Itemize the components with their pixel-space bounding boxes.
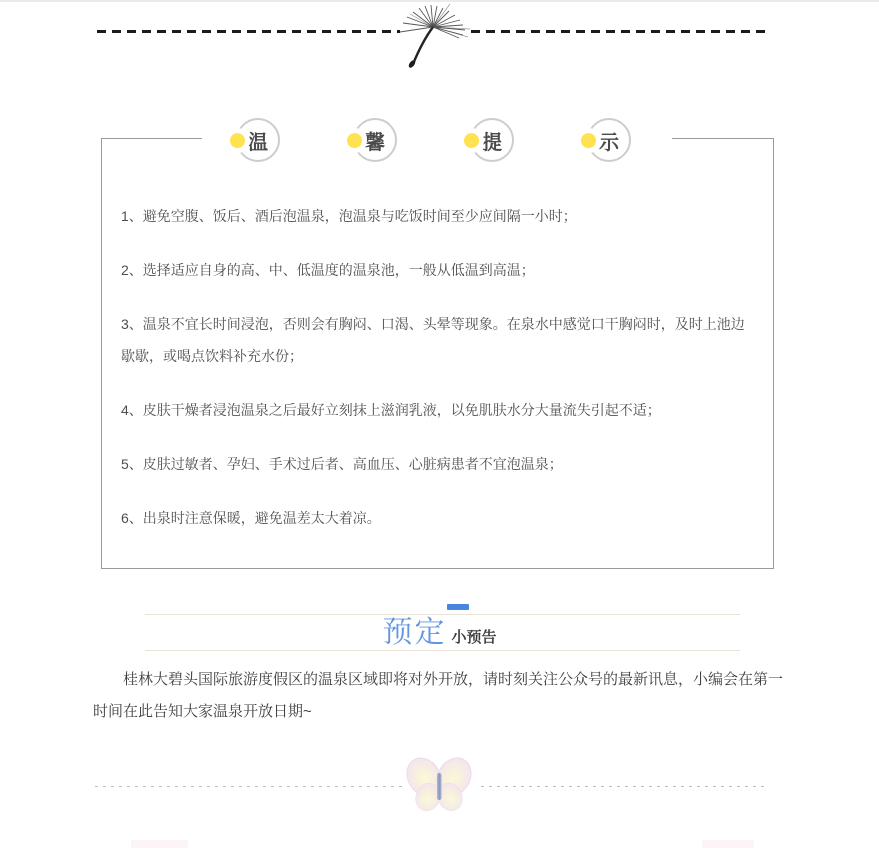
- tips-list: [121, 200, 757, 556]
- yellow-dot-icon: [464, 133, 479, 148]
- badge-label: 提: [482, 131, 502, 154]
- yellow-dot-icon: [581, 133, 596, 148]
- section-title: 预定: [382, 615, 447, 650]
- section-rule-bottom: [145, 650, 740, 651]
- tip-item: 5、皮肤过敏者、孕妇、手术过后者、高血压、心脏病患者不宜泡温泉；: [121, 456, 563, 472]
- top-dashed-divider-left: [97, 30, 400, 33]
- tip-item: 6、出泉时注意保暖，避免温差太大着凉。: [121, 510, 381, 526]
- booking-paragraph: 桂林大碧头国际旅游度假区的温泉区域即将对外开放，请时刻关注公众号的最新讯息，小编会在第一时间在此告知大家温泉开放日期~: [93, 671, 784, 720]
- badge-label: 馨: [365, 131, 385, 154]
- tip-item: 3、温泉不宜长时间浸泡，否则会有胸闷、口渴、头晕等现象。在泉水中感觉口干胸闷时，及时上池边歇歇，或喝点饮料补充水份；: [121, 316, 745, 364]
- badge-shi: [587, 118, 631, 162]
- tip-item: 2、选择适应自身的高、中、低温度的温泉池，一般从低温到高温；: [121, 262, 535, 278]
- tip-item: 4、皮肤干燥者浸泡温泉之后最好立刻抹上滋润乳液，以免肌肤水分大量流失引起不适；: [121, 402, 661, 418]
- badge-xin: [353, 118, 397, 162]
- section-accent-bar: [447, 604, 469, 610]
- badge-label: 温: [248, 131, 268, 154]
- section-subtitle: 小预告: [451, 629, 497, 646]
- tip-item: 1、避免空腹、饭后、酒后泡温泉，泡温泉与吃饭时间至少应间隔一小时；: [121, 208, 577, 224]
- yellow-dot-icon: [230, 133, 245, 148]
- yellow-dot-icon: [347, 133, 362, 148]
- badge-wen: [236, 118, 280, 162]
- top-dashed-divider-right: [471, 30, 768, 33]
- bottom-dotted-divider-right: [481, 786, 766, 787]
- bottom-dotted-divider-left: [95, 786, 404, 787]
- bottom-pink-block: [131, 840, 188, 848]
- dandelion-icon: [390, 2, 485, 77]
- bottom-pink-block: [702, 840, 754, 848]
- badge-label: 示: [599, 131, 619, 154]
- butterfly-icon: [403, 756, 475, 814]
- badge-ti: [470, 118, 514, 162]
